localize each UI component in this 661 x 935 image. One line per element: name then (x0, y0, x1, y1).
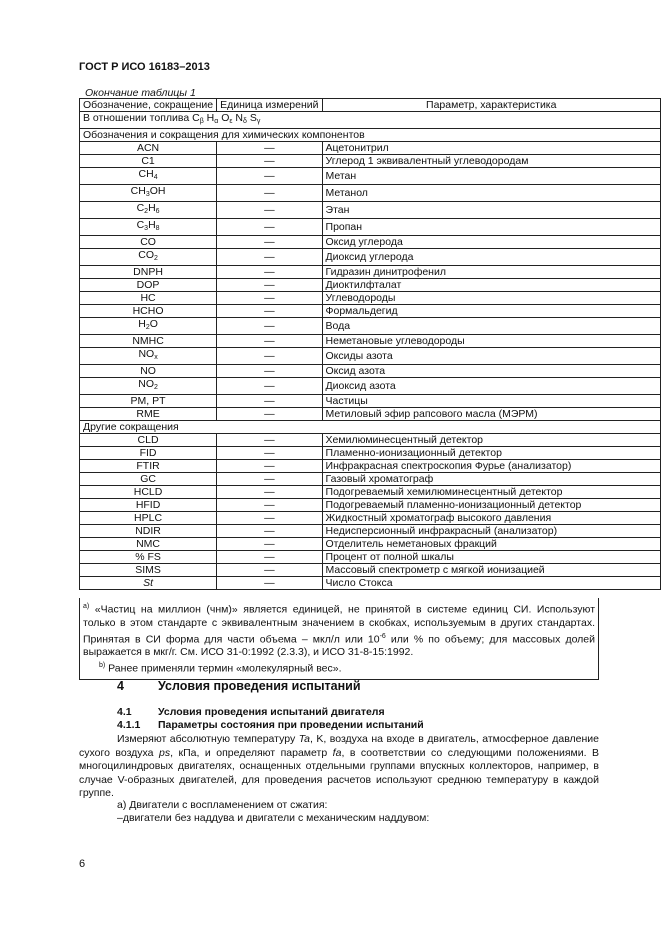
footnote-a-mark: a) (83, 603, 90, 610)
table-caption: Окончание таблицы 1 (85, 87, 196, 99)
abbr-cell: $NO_2$ (80, 378, 217, 395)
abbr-cell: CLD (80, 434, 217, 447)
paragraph-measurement: Измеряют абсолютную температуру Ta, K, воздуха на входе в двигатель, атмосферное давление сухого воздуха ps, кПа, и определяют параметр fa, в соответствии со следующими положениями. В многоцилиндровых двигателях, оснащенных отдельными группами впускных коллекторов, например, в случае V-образных двигателей, для проведения расчетов используют среднюю температуру в каждой группе. (79, 733, 600, 800)
table-row (80, 525, 661, 538)
table-row (80, 395, 661, 408)
col-header-unit: Единица измерений (217, 99, 322, 112)
abbr-cell: % FS (80, 551, 217, 564)
unit-cell: — (217, 318, 322, 335)
fuel-row-text: В отношении топлива $C_\beta$ $H_\alpha$ $O_\varepsilon$ $N_\delta$ $S_\gamma$ (80, 112, 661, 129)
footnote-a-text2: или % по объему; для массовых долей выражается в мкг/г. См. ИСО 31-0:1992 (2.3.3), и ИСО 31-8-15:1992. (83, 633, 596, 658)
table-row (80, 378, 661, 395)
abbr-cell: $NO_x$ (80, 348, 217, 365)
table-row (80, 155, 661, 168)
unit-cell: — (217, 473, 322, 486)
desc-cell: Диоксид углерода (322, 249, 660, 266)
desc-cell: Неметановые углеводороды (322, 335, 660, 348)
table-row (80, 499, 661, 512)
table-row (80, 236, 661, 249)
symbol-fa: fa (332, 746, 342, 759)
unit-cell: — (217, 219, 322, 236)
desc-cell: Диоксид азота (322, 378, 660, 395)
unit-cell: — (217, 202, 322, 219)
abbr-cell: HCLD (80, 486, 217, 499)
table-row (80, 142, 661, 155)
table-row (80, 318, 661, 335)
section-4-1-number: 4.1 (117, 706, 132, 718)
table-row (80, 460, 661, 473)
desc-cell: Газовый хроматограф (322, 473, 660, 486)
unit-cell: — (217, 305, 322, 318)
unit-cell: — (217, 279, 322, 292)
unit-cell: — (217, 142, 322, 155)
desc-cell: Инфракрасная спектроскопия Фурье (анализатор) (322, 460, 660, 473)
footnote-a-exp: -6 (379, 632, 386, 640)
abbr-cell: DNPH (80, 266, 217, 279)
unit-cell: — (217, 378, 322, 395)
abbr-cell: PM, PT (80, 395, 217, 408)
section-4-number: 4 (117, 679, 124, 693)
desc-cell: Пламенно-ионизационный детектор (322, 447, 660, 460)
unit-cell: — (217, 155, 322, 168)
table-row (80, 408, 661, 421)
unit-cell: — (217, 185, 322, 202)
table-row (80, 551, 661, 564)
desc-cell: Оксид углерода (322, 236, 660, 249)
unit-cell: — (217, 408, 322, 421)
abbr-cell: NDIR (80, 525, 217, 538)
table-row (80, 266, 661, 279)
table-row (80, 447, 661, 460)
unit-cell: — (217, 486, 322, 499)
abbr-cell: RME (80, 408, 217, 421)
abbr-cell: NMC (80, 538, 217, 551)
abbr-cell: $C_2H_6$ (80, 202, 217, 219)
page-number: 6 (79, 858, 86, 870)
table-row (80, 249, 661, 266)
unit-cell: — (217, 512, 322, 525)
symbol-ps: ps (159, 746, 171, 759)
unit-cell: — (217, 551, 322, 564)
unit-cell: — (217, 577, 322, 590)
unit-cell: — (217, 525, 322, 538)
desc-cell: Углеводороды (322, 292, 660, 305)
footnote-b-mark: b) (99, 662, 106, 669)
desc-cell: Пропан (322, 219, 660, 236)
footnote-b-text: Ранее применяли термин «молекулярный вес». (108, 662, 342, 675)
desc-cell: Диоктилфталат (322, 279, 660, 292)
abbr-cell: DOP (80, 279, 217, 292)
unit-cell: — (217, 236, 322, 249)
abbr-cell: $C_3H_8$ (80, 219, 217, 236)
unit-cell: — (217, 266, 322, 279)
standard-header: ГОСТ Р ИСО 16183–2013 (79, 61, 210, 73)
table-footnotes (79, 598, 599, 680)
desc-cell: Хемилюминесцентный детектор (322, 434, 660, 447)
abbr-cell: NO (80, 365, 217, 378)
table-row (80, 577, 661, 590)
section-4-title: Условия проведения испытаний (158, 679, 361, 693)
table-row (80, 279, 661, 292)
table-row (80, 538, 661, 551)
abbr-cell: SIMS (80, 564, 217, 577)
abbr-cell: CO (80, 236, 217, 249)
unit-cell: — (217, 249, 322, 266)
abbr-cell: FID (80, 447, 217, 460)
desc-cell: Этан (322, 202, 660, 219)
list-item-dash: –двигатели без наддува и двигатели с механическим наддувом: (117, 812, 430, 824)
section-row-other (80, 421, 661, 434)
desc-cell: Процент от полной шкалы (322, 551, 660, 564)
desc-cell: Вода (322, 318, 660, 335)
table-row (80, 564, 661, 577)
table-row (80, 219, 661, 236)
abbr-cell: NMHC (80, 335, 217, 348)
desc-cell: Метан (322, 168, 660, 185)
unit-cell: — (217, 292, 322, 305)
symbol-Ta: Ta (298, 733, 310, 745)
unit-cell: — (217, 348, 322, 365)
footnote-b (83, 659, 595, 676)
unit-cell: — (217, 564, 322, 577)
desc-cell: Подогреваемый пламенно-ионизационный детектор (322, 499, 660, 512)
section-4-1-1-title: Параметры состояния при проведении испытаний (158, 719, 424, 731)
table-row (80, 486, 661, 499)
table-row (80, 185, 661, 202)
unit-cell: — (217, 168, 322, 185)
table-row (80, 335, 661, 348)
desc-cell: Метиловый эфир рапсового масла (МЭРМ) (322, 408, 660, 421)
abbr-cell: ACN (80, 142, 217, 155)
unit-cell: — (217, 434, 322, 447)
unit-cell: — (217, 365, 322, 378)
table-row (80, 473, 661, 486)
section-chem-label: Обозначения и сокращения для химических компонентов (80, 129, 661, 142)
abbr-cell: $CH_3OH$ (80, 185, 217, 202)
desc-cell: Углерод 1 эквивалентный углеводородам (322, 155, 660, 168)
section-row-chem (80, 129, 661, 142)
desc-cell: Жидкостный хроматограф высокого давления (322, 512, 660, 525)
section-4-1-1-number: 4.1.1 (117, 719, 141, 731)
desc-cell: Отделитель неметановых фракций (322, 538, 660, 551)
abbreviations-table (79, 98, 661, 590)
table-row (80, 434, 661, 447)
footnote-a (83, 600, 595, 659)
abbr-cell: HPLC (80, 512, 217, 525)
abbr-cell: HFID (80, 499, 217, 512)
abbr-cell: $CO_2$ (80, 249, 217, 266)
desc-cell: Оксид азота (322, 365, 660, 378)
abbr-cell: $CH_4$ (80, 168, 217, 185)
unit-cell: — (217, 335, 322, 348)
table-header-row (80, 99, 661, 112)
section-other-label: Другие сокращения (80, 421, 661, 434)
section-4-1-title: Условия проведения испытаний двигателя (158, 706, 385, 718)
desc-cell: Формальдегид (322, 305, 660, 318)
desc-cell: Недисперсионный инфракрасный (анализатор) (322, 525, 660, 538)
list-item-a: а) Двигатели с воспламенением от сжатия: (117, 799, 328, 811)
table-row (80, 512, 661, 525)
table-row (80, 365, 661, 378)
abbr-cell: FTIR (80, 460, 217, 473)
table-row (80, 292, 661, 305)
desc-cell: Число Стокса (322, 577, 660, 590)
desc-cell: Метанол (322, 185, 660, 202)
table-row (80, 305, 661, 318)
desc-cell: Массовый спектрометр с мягкой ионизацией (322, 564, 660, 577)
desc-cell: Гидразин динитрофенил (322, 266, 660, 279)
col-header-desc: Параметр, характеристика (322, 99, 660, 112)
table-row (80, 348, 661, 365)
abbr-cell: C1 (80, 155, 217, 168)
unit-cell: — (217, 447, 322, 460)
abbr-cell: GC (80, 473, 217, 486)
unit-cell: — (217, 538, 322, 551)
desc-cell: Оксиды азота (322, 348, 660, 365)
abbr-cell: HC (80, 292, 217, 305)
unit-cell: — (217, 395, 322, 408)
table-row (80, 168, 661, 185)
abbr-cell: St (80, 577, 217, 590)
fuel-row (80, 112, 661, 129)
table-row (80, 202, 661, 219)
col-header-abbr: Обозначение, сокращение (80, 99, 217, 112)
unit-cell: — (217, 460, 322, 473)
desc-cell: Подогреваемый хемилюминесцентный детектор (322, 486, 660, 499)
abbr-cell: HCHO (80, 305, 217, 318)
abbr-cell: $H_2O$ (80, 318, 217, 335)
footnote-a-text: «Частиц на миллион (чнм)» является единицей, не принятой в системе единиц СИ. Используют только в этом стандарте с эквивалентным значением в скобках, используемым в других стандартах. Принятая в СИ форма для части объема – мкл/л или 10 (83, 603, 596, 645)
unit-cell: — (217, 499, 322, 512)
desc-cell: Ацетонитрил (322, 142, 660, 155)
desc-cell: Частицы (322, 395, 660, 408)
